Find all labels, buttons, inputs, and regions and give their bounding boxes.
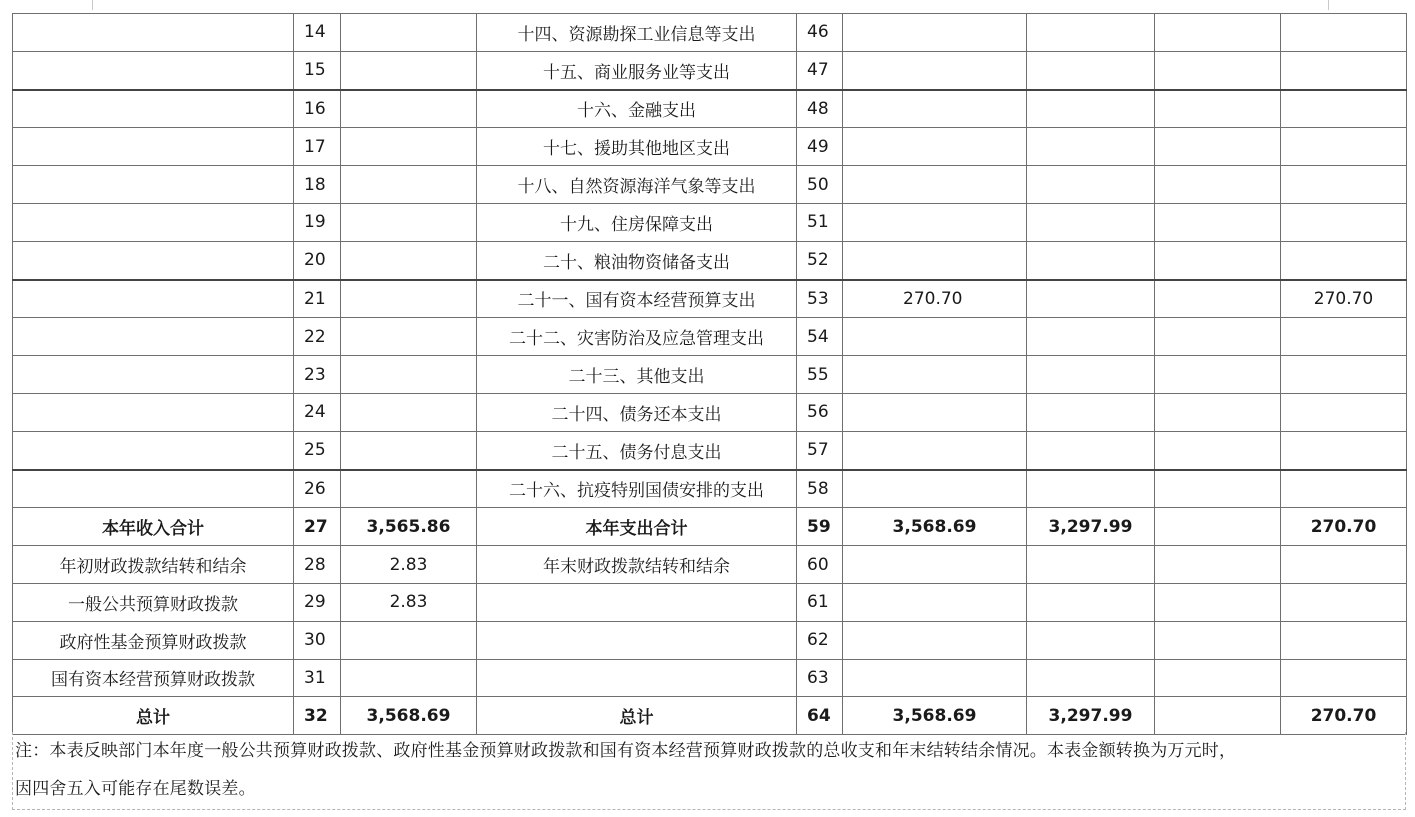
- expense-general-budget-cell: 3,297.99: [1027, 508, 1155, 546]
- expense-state-capital-cell: [1281, 51, 1407, 89]
- page-corner-mark-left: [62, 0, 93, 10]
- table-row: [13, 583, 1407, 621]
- table-row: [13, 280, 1407, 318]
- table-row: [13, 470, 1407, 508]
- income-row-number-cell: 19: [294, 203, 341, 241]
- expense-state-capital-cell: [1281, 241, 1407, 279]
- expense-row-number-cell: 54: [797, 318, 843, 356]
- table-row: [13, 128, 1407, 166]
- expense-general-budget-cell: [1027, 203, 1155, 241]
- expense-item-label-cell: 二十四、债务还本支出: [477, 393, 797, 431]
- footnote-line-2: 因四舍五入可能存在尾数误差。: [15, 779, 256, 799]
- expense-government-fund-cell: [1155, 356, 1281, 394]
- expense-state-capital-cell: [1281, 318, 1407, 356]
- table-row: [13, 546, 1407, 584]
- expense-item-label-cell: 二十五、债务付息支出: [477, 431, 797, 469]
- expense-government-fund-cell: [1155, 90, 1281, 128]
- expense-item-label-cell: 年末财政拨款结转和结余: [477, 546, 797, 584]
- income-item-label-cell: 本年收入合计: [13, 508, 294, 546]
- income-row-number-cell: 29: [294, 583, 341, 621]
- expense-government-fund-cell: [1155, 659, 1281, 697]
- table-row: [13, 356, 1407, 394]
- income-item-label-cell: 国有资本经营预算财政拨款: [13, 659, 294, 697]
- expense-government-fund-cell: [1155, 128, 1281, 166]
- income-amount-cell: [341, 318, 477, 356]
- expense-item-label-cell: [477, 621, 797, 659]
- income-row-number-cell: 31: [294, 659, 341, 697]
- table-row: [13, 659, 1407, 697]
- expense-row-number-cell: 51: [797, 203, 843, 241]
- expense-general-budget-cell: [1027, 546, 1155, 584]
- income-item-label-cell: 年初财政拨款结转和结余: [13, 546, 294, 584]
- table-row: [13, 241, 1407, 279]
- expense-total-cell: 3,568.69: [843, 508, 1027, 546]
- expense-government-fund-cell: [1155, 470, 1281, 508]
- income-row-number-cell: 25: [294, 431, 341, 469]
- expense-row-number-cell: 58: [797, 470, 843, 508]
- expense-government-fund-cell: [1155, 546, 1281, 584]
- expense-government-fund-cell: [1155, 14, 1281, 52]
- expense-state-capital-cell: [1281, 659, 1407, 697]
- expense-state-capital-cell: 270.70: [1281, 280, 1407, 318]
- expense-item-label-cell: 二十一、国有资本经营预算支出: [477, 280, 797, 318]
- table-row: [13, 318, 1407, 356]
- expense-general-budget-cell: [1027, 128, 1155, 166]
- expense-general-budget-cell: [1027, 431, 1155, 469]
- income-row-number-cell: 32: [294, 697, 341, 735]
- income-item-label-cell: [13, 51, 294, 89]
- income-row-number-cell: 26: [294, 470, 341, 508]
- income-amount-cell: 3,565.86: [341, 508, 477, 546]
- income-item-label-cell: [13, 14, 294, 52]
- expense-total-cell: [843, 203, 1027, 241]
- expense-total-cell: [843, 166, 1027, 204]
- expense-total-cell: [843, 356, 1027, 394]
- expense-state-capital-cell: [1281, 621, 1407, 659]
- table-row: [13, 697, 1407, 735]
- table-row: [13, 508, 1407, 546]
- income-amount-cell: [341, 241, 477, 279]
- expense-row-number-cell: 63: [797, 659, 843, 697]
- income-item-label-cell: 政府性基金预算财政拨款: [13, 621, 294, 659]
- expense-item-label-cell: 二十六、抗疫特别国债安排的支出: [477, 470, 797, 508]
- expense-government-fund-cell: [1155, 431, 1281, 469]
- expense-row-number-cell: 46: [797, 14, 843, 52]
- table-row: [13, 51, 1407, 89]
- expense-row-number-cell: 62: [797, 621, 843, 659]
- expense-total-cell: [843, 431, 1027, 469]
- expense-total-cell: [843, 90, 1027, 128]
- expense-general-budget-cell: 3,297.99: [1027, 697, 1155, 735]
- expense-row-number-cell: 57: [797, 431, 843, 469]
- income-amount-cell: 3,568.69: [341, 697, 477, 735]
- expense-state-capital-cell: [1281, 470, 1407, 508]
- expense-row-number-cell: 49: [797, 128, 843, 166]
- expense-general-budget-cell: [1027, 393, 1155, 431]
- table-row: [13, 90, 1407, 128]
- income-amount-cell: [341, 280, 477, 318]
- financial-allocation-table: [12, 13, 1407, 735]
- expense-total-cell: [843, 14, 1027, 52]
- expense-total-cell: [843, 393, 1027, 431]
- expense-government-fund-cell: [1155, 621, 1281, 659]
- expense-row-number-cell: 53: [797, 280, 843, 318]
- expense-government-fund-cell: [1155, 318, 1281, 356]
- income-amount-cell: 2.83: [341, 583, 477, 621]
- income-item-label-cell: 总计: [13, 697, 294, 735]
- expense-general-budget-cell: [1027, 166, 1155, 204]
- expense-state-capital-cell: [1281, 166, 1407, 204]
- expense-government-fund-cell: [1155, 583, 1281, 621]
- expense-total-cell: [843, 621, 1027, 659]
- expense-general-budget-cell: [1027, 90, 1155, 128]
- expense-state-capital-cell: [1281, 356, 1407, 394]
- expense-row-number-cell: 52: [797, 241, 843, 279]
- expense-state-capital-cell: [1281, 90, 1407, 128]
- income-amount-cell: [341, 431, 477, 469]
- expense-item-label-cell: [477, 659, 797, 697]
- table-row: [13, 166, 1407, 204]
- table-row: [13, 621, 1407, 659]
- income-amount-cell: [341, 393, 477, 431]
- income-row-number-cell: 30: [294, 621, 341, 659]
- expense-item-label-cell: 二十、粮油物资储备支出: [477, 241, 797, 279]
- income-row-number-cell: 28: [294, 546, 341, 584]
- income-item-label-cell: [13, 318, 294, 356]
- expense-item-label-cell: 十八、自然资源海洋气象等支出: [477, 166, 797, 204]
- expense-general-budget-cell: [1027, 318, 1155, 356]
- income-amount-cell: [341, 14, 477, 52]
- expense-state-capital-cell: 270.70: [1281, 508, 1407, 546]
- expense-row-number-cell: 59: [797, 508, 843, 546]
- expense-item-label-cell: [477, 583, 797, 621]
- expense-general-budget-cell: [1027, 280, 1155, 318]
- income-row-number-cell: 20: [294, 241, 341, 279]
- expense-row-number-cell: 60: [797, 546, 843, 584]
- expense-general-budget-cell: [1027, 241, 1155, 279]
- expense-row-number-cell: 48: [797, 90, 843, 128]
- expense-row-number-cell: 56: [797, 393, 843, 431]
- table-footnote: [12, 732, 1406, 810]
- expense-total-cell: [843, 470, 1027, 508]
- expense-item-label-cell: 二十二、灾害防治及应急管理支出: [477, 318, 797, 356]
- income-row-number-cell: 21: [294, 280, 341, 318]
- expense-general-budget-cell: [1027, 470, 1155, 508]
- income-item-label-cell: [13, 470, 294, 508]
- expense-row-number-cell: 64: [797, 697, 843, 735]
- expense-total-cell: [843, 51, 1027, 89]
- income-amount-cell: [341, 470, 477, 508]
- income-amount-cell: [341, 128, 477, 166]
- expense-government-fund-cell: [1155, 241, 1281, 279]
- expense-item-label-cell: 十七、援助其他地区支出: [477, 128, 797, 166]
- expense-total-cell: [843, 128, 1027, 166]
- table-row: [13, 431, 1407, 469]
- income-row-number-cell: 15: [294, 51, 341, 89]
- expense-government-fund-cell: [1155, 166, 1281, 204]
- expense-total-cell: 3,568.69: [843, 697, 1027, 735]
- income-item-label-cell: [13, 166, 294, 204]
- income-item-label-cell: [13, 393, 294, 431]
- income-item-label-cell: [13, 280, 294, 318]
- expense-row-number-cell: 55: [797, 356, 843, 394]
- income-amount-cell: 2.83: [341, 546, 477, 584]
- expense-total-cell: [843, 241, 1027, 279]
- expense-total-cell: [843, 583, 1027, 621]
- income-amount-cell: [341, 621, 477, 659]
- expense-item-label-cell: 二十三、其他支出: [477, 356, 797, 394]
- expense-government-fund-cell: [1155, 51, 1281, 89]
- table-row: [13, 14, 1407, 52]
- expense-state-capital-cell: [1281, 128, 1407, 166]
- income-item-label-cell: [13, 241, 294, 279]
- expense-government-fund-cell: [1155, 393, 1281, 431]
- expense-general-budget-cell: [1027, 659, 1155, 697]
- income-amount-cell: [341, 166, 477, 204]
- expense-general-budget-cell: [1027, 51, 1155, 89]
- expense-general-budget-cell: [1027, 583, 1155, 621]
- income-item-label-cell: [13, 356, 294, 394]
- expense-item-label-cell: 十四、资源勘探工业信息等支出: [477, 14, 797, 52]
- expense-item-label-cell: 十九、住房保障支出: [477, 203, 797, 241]
- table-row: [13, 203, 1407, 241]
- footnote-line-1: 注：本表反映部门本年度一般公共预算财政拨款、政府性基金预算财政拨款和国有资本经营预算财政拨款的总收支和年末结转结余情况。本表金额转换为万元时，: [15, 741, 1237, 761]
- income-amount-cell: [341, 90, 477, 128]
- income-row-number-cell: 14: [294, 14, 341, 52]
- income-row-number-cell: 27: [294, 508, 341, 546]
- expense-row-number-cell: 61: [797, 583, 843, 621]
- expense-row-number-cell: 47: [797, 51, 843, 89]
- expense-state-capital-cell: [1281, 583, 1407, 621]
- income-row-number-cell: 24: [294, 393, 341, 431]
- expense-state-capital-cell: [1281, 431, 1407, 469]
- expense-state-capital-cell: [1281, 546, 1407, 584]
- expense-state-capital-cell: [1281, 393, 1407, 431]
- expense-state-capital-cell: [1281, 14, 1407, 52]
- income-item-label-cell: 一般公共预算财政拨款: [13, 583, 294, 621]
- expense-total-cell: [843, 318, 1027, 356]
- expense-item-label-cell: 本年支出合计: [477, 508, 797, 546]
- table-row: [13, 393, 1407, 431]
- income-amount-cell: [341, 356, 477, 394]
- income-row-number-cell: 18: [294, 166, 341, 204]
- income-row-number-cell: 16: [294, 90, 341, 128]
- expense-general-budget-cell: [1027, 621, 1155, 659]
- expense-item-label-cell: 十六、金融支出: [477, 90, 797, 128]
- expense-row-number-cell: 50: [797, 166, 843, 204]
- expense-item-label-cell: 总计: [477, 697, 797, 735]
- table-body: [13, 14, 1407, 735]
- expense-total-cell: [843, 659, 1027, 697]
- expense-total-cell: [843, 546, 1027, 584]
- expense-government-fund-cell: [1155, 697, 1281, 735]
- expense-general-budget-cell: [1027, 14, 1155, 52]
- expense-state-capital-cell: [1281, 203, 1407, 241]
- income-amount-cell: [341, 51, 477, 89]
- expense-government-fund-cell: [1155, 280, 1281, 318]
- income-row-number-cell: 22: [294, 318, 341, 356]
- expense-government-fund-cell: [1155, 203, 1281, 241]
- income-row-number-cell: 17: [294, 128, 341, 166]
- income-item-label-cell: [13, 90, 294, 128]
- income-item-label-cell: [13, 203, 294, 241]
- income-amount-cell: [341, 659, 477, 697]
- expense-state-capital-cell: 270.70: [1281, 697, 1407, 735]
- expense-item-label-cell: 十五、商业服务业等支出: [477, 51, 797, 89]
- income-item-label-cell: [13, 431, 294, 469]
- expense-government-fund-cell: [1155, 508, 1281, 546]
- income-row-number-cell: 23: [294, 356, 341, 394]
- expense-total-cell: 270.70: [843, 280, 1027, 318]
- income-item-label-cell: [13, 128, 294, 166]
- page-corner-mark-right: [1328, 0, 1359, 10]
- income-amount-cell: [341, 203, 477, 241]
- expense-general-budget-cell: [1027, 356, 1155, 394]
